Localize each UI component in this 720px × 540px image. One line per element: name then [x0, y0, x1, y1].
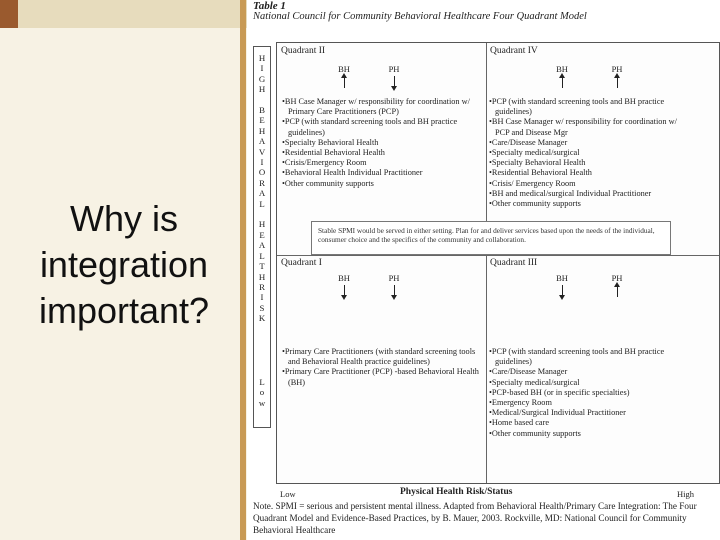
- list-item: • Primary Care Practitioner (PCP) -based Behavioral Health (BH): [282, 367, 480, 387]
- center-note-box: Stable SPMI would be served in either setting. Plan for and deliver services based upon the needs of the individual, consumer choice and the specifics of the community and collaboration.: [311, 221, 671, 255]
- ph-label: PH: [388, 64, 400, 74]
- list-item: • Specialty medical/surgical: [489, 378, 685, 388]
- slide-title-line: integration: [39, 244, 209, 285]
- quadrant-2: [281, 46, 325, 57]
- y-axis-bottom-label: [254, 377, 270, 408]
- y-axis-letter: A: [258, 136, 266, 147]
- ph-label: PH: [388, 273, 400, 283]
- list-item: • Care/Disease Manager: [489, 138, 685, 148]
- quadrant-title: Quadrant II: [281, 46, 326, 56]
- y-axis-letter: I: [260, 157, 264, 168]
- list-item: • Specialty Behavioral Health: [282, 138, 482, 148]
- slide-title-line: Why is: [70, 198, 178, 239]
- y-axis-letter: H: [258, 271, 266, 282]
- arrow-down-icon: [394, 76, 395, 88]
- y-axis-letter: L: [259, 198, 265, 209]
- y-axis-letter: V: [258, 146, 266, 157]
- quadrant-title: Quadrant I: [281, 258, 322, 268]
- list-item: • PCP (with standard screening tools and BH practice guidelines): [489, 347, 685, 367]
- x-axis-low-label: Low: [280, 489, 296, 499]
- list-item: • Other community supports: [489, 199, 685, 209]
- y-axis-letter: S: [259, 302, 265, 313]
- bh-label: BH: [556, 273, 568, 283]
- y-axis-letter: K: [258, 313, 266, 324]
- list-item: • Other community supports: [282, 179, 482, 189]
- quadrant-4-list: [489, 97, 685, 209]
- list-item: • Behavioral Health Individual Practitioner: [282, 168, 482, 178]
- list-item: • Residential Behavioral Health: [282, 148, 482, 158]
- quadrant-3-arrows: [547, 273, 637, 303]
- x-axis-title: Physical Health Risk/Status: [400, 487, 513, 497]
- y-axis-letter: [254, 95, 270, 105]
- y-axis-letter: I: [260, 292, 264, 303]
- arrow-down-icon: [562, 285, 563, 297]
- list-item: • Crisis/Emergency Room: [282, 158, 482, 168]
- y-axis-letter: A: [258, 188, 266, 199]
- list-item: • PCP (with standard screening tools and BH practice guidelines): [489, 97, 685, 117]
- y-axis-letter: A: [258, 240, 266, 251]
- y-axis-behavioral-health-risk: [253, 46, 271, 428]
- list-item: • BH Case Manager w/ responsibility for coordination w/ Primary Care Practitioners (PCP): [282, 97, 482, 117]
- y-axis-letter: R: [259, 177, 265, 188]
- quadrant-4: [490, 46, 538, 57]
- horizontal-divider: [277, 255, 719, 256]
- y-axis-letter: H: [258, 53, 266, 63]
- list-item: • Primary Care Practitioners (with standard screening tools and Behavioral Health practice guidelines): [282, 347, 480, 367]
- y-axis-letter: o: [259, 387, 265, 398]
- list-item: • Medical/Surgical Individual Practitioner: [489, 408, 685, 418]
- arrow-up-icon: [562, 76, 563, 88]
- list-item: • Home based care: [489, 418, 685, 428]
- y-axis-letter: O: [258, 167, 266, 178]
- quadrant-1-list: [282, 347, 480, 388]
- y-axis-letter: E: [259, 229, 265, 240]
- arrow-up-icon: [617, 76, 618, 88]
- y-axis-top-label: [254, 53, 270, 324]
- arrow-down-icon: [344, 285, 345, 297]
- quadrant-1: [281, 258, 322, 269]
- table-title: National Council for Community Behavioral Healthcare Four Quadrant Model: [253, 11, 587, 22]
- slide-title-line: important?: [38, 290, 210, 331]
- y-axis-letter: L: [259, 377, 265, 387]
- y-axis-letter: R: [259, 281, 265, 292]
- y-axis-letter: T: [259, 261, 265, 272]
- y-axis-letter: w: [258, 397, 266, 408]
- list-item: • Other community supports: [489, 429, 685, 439]
- accent-bar: [240, 0, 246, 540]
- arrow-up-icon: [344, 76, 345, 88]
- table-label: Table 1: [253, 0, 286, 12]
- x-axis-high-label: High: [677, 489, 694, 499]
- bh-label: BH: [556, 64, 568, 74]
- quadrant-1-arrows: [329, 273, 419, 303]
- y-axis-letter: H: [258, 219, 266, 230]
- quadrant-2-list: [282, 97, 482, 189]
- y-axis-letter: B: [259, 105, 265, 116]
- list-item: • BH Case Manager w/ responsibility for coordination w/ PCP and Disease Mgr: [489, 117, 685, 137]
- footnote: Note. SPMI = serious and persistent mental illness. Adapted from Behavioral Health/Primary Care Integration: The Four Quadrant Model and Evidence-Based Practices, by B. Mauer, 2003. Rockville, MD: National Council for Community Behavioral Healthcare: [253, 501, 697, 535]
- y-axis-letter: E: [259, 115, 265, 126]
- list-item: • BH and medical/surgical Individual Practitioner: [489, 189, 685, 199]
- quadrant-title: Quadrant IV: [490, 46, 538, 56]
- y-axis-letter: G: [258, 73, 266, 84]
- accent-block: [0, 0, 18, 28]
- list-item: • Crisis/ Emergency Room: [489, 179, 685, 189]
- quadrant-3: [490, 258, 537, 269]
- list-item: • Specialty medical/surgical: [489, 148, 685, 158]
- y-axis-letter: H: [258, 84, 266, 95]
- list-item: • Specialty Behavioral Health: [489, 158, 685, 168]
- y-axis-letter: I: [260, 63, 264, 74]
- slide-title: [18, 196, 230, 334]
- four-quadrant-diagram: [276, 42, 720, 484]
- y-axis-letter: [254, 209, 270, 219]
- quadrant-3-list: [489, 347, 685, 439]
- ph-label: PH: [611, 64, 623, 74]
- bh-label: BH: [338, 64, 350, 74]
- quadrant-title: Quadrant III: [490, 258, 538, 268]
- list-item: • PCP-based BH (or in specific specialties): [489, 388, 685, 398]
- list-item: • Residential Behavioral Health: [489, 168, 685, 178]
- quadrant-4-arrows: [547, 64, 637, 94]
- arrow-down-icon: [394, 285, 395, 297]
- arrow-up-icon: [617, 285, 618, 297]
- quadrant-2-arrows: [329, 64, 419, 94]
- list-item: • PCP (with standard screening tools and BH practice guidelines): [282, 117, 482, 137]
- ph-label: PH: [611, 273, 623, 283]
- vertical-divider: [486, 43, 487, 483]
- top-stripe: [0, 0, 247, 28]
- y-axis-letter: H: [258, 125, 266, 136]
- y-axis-letter: L: [259, 250, 265, 261]
- list-item: • Emergency Room: [489, 398, 685, 408]
- bh-label: BH: [338, 273, 350, 283]
- list-item: • Care/Disease Manager: [489, 367, 685, 377]
